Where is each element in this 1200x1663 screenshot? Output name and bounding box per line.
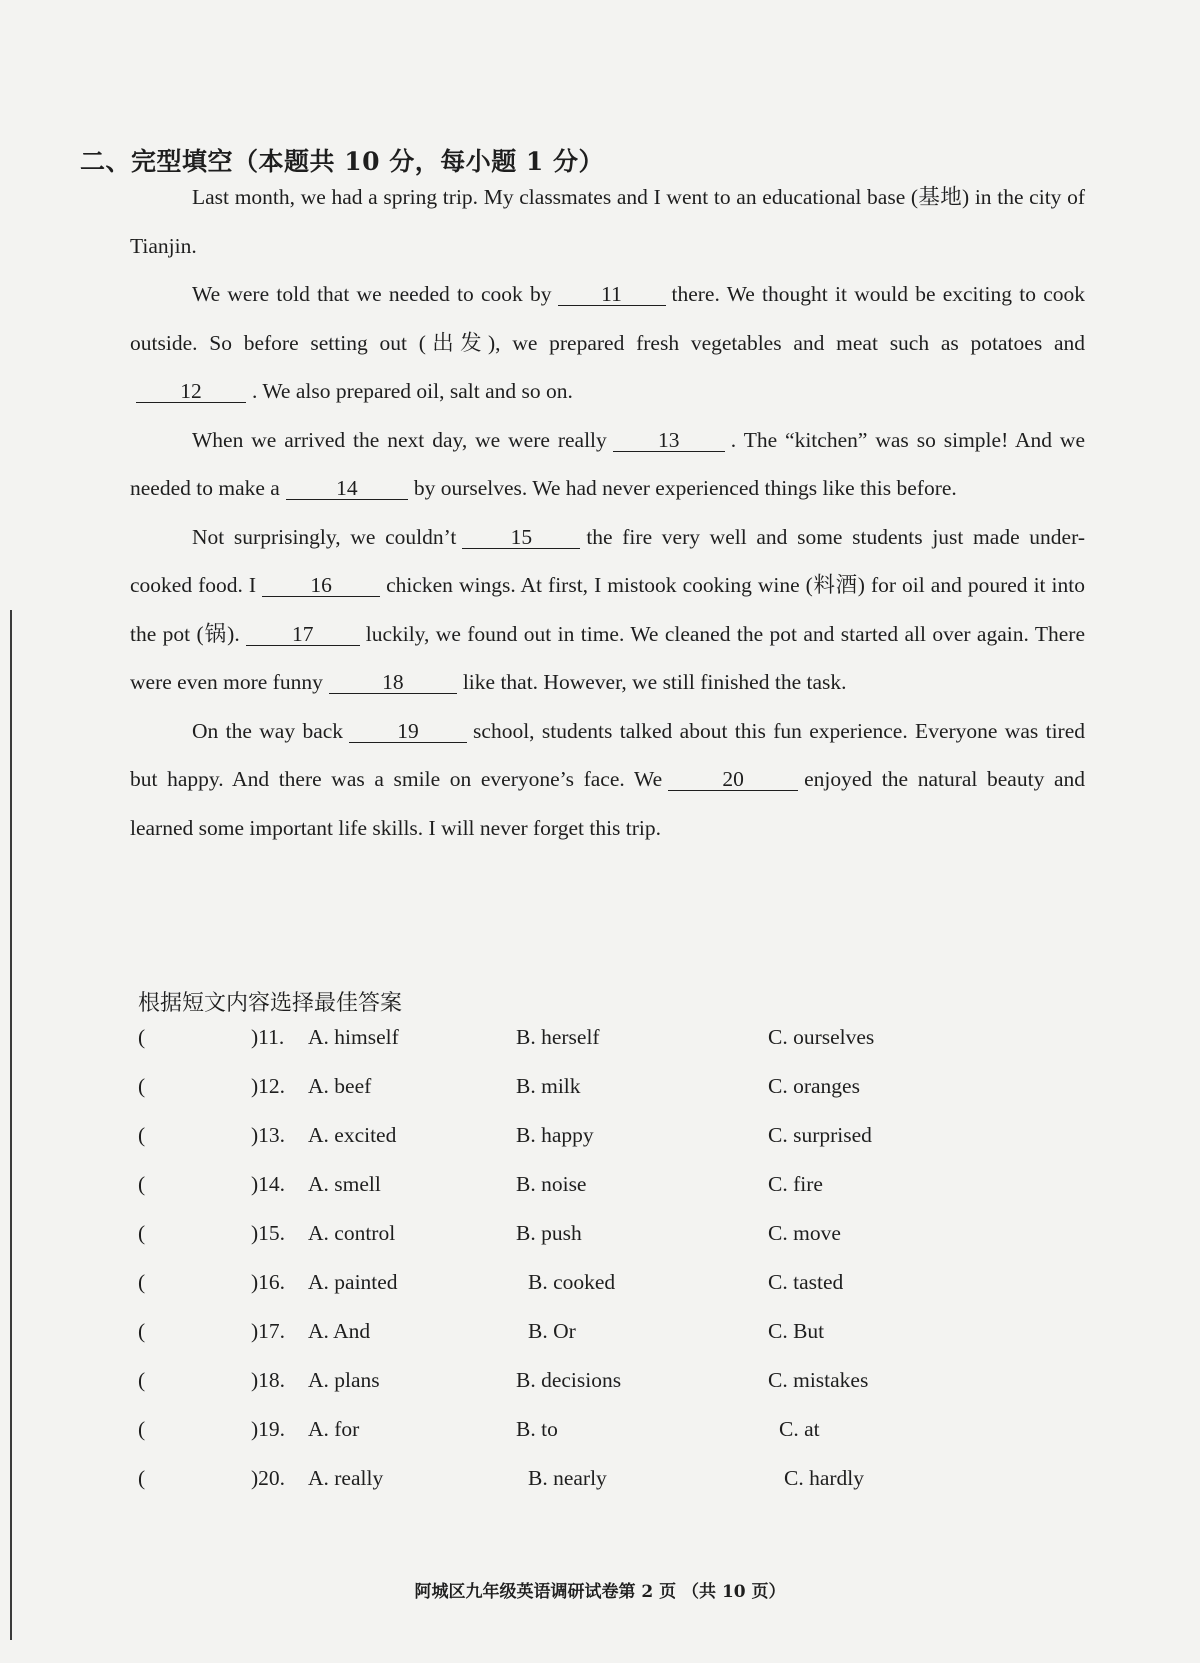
option-a: A. painted <box>308 1270 398 1294</box>
passage-text: school, students talked about this fun experience. Everyone was tired but happy. And there was a smile on everyone’s face. We <box>130 718 1085 791</box>
option-c: C. But <box>768 1319 825 1343</box>
option-b: B. milk <box>516 1074 581 1098</box>
passage-text: We were told that we needed to cook by <box>192 282 552 306</box>
option-b: B. push <box>516 1221 582 1245</box>
option-a: A. smell <box>308 1172 381 1196</box>
option-a: A. for <box>308 1417 360 1441</box>
question-number: )15. <box>251 1221 286 1245</box>
instruction-text: 根据短文内容选择最佳答案 <box>138 991 403 1016</box>
option-b: B. decisions <box>516 1368 622 1392</box>
paragraph-5 <box>130 707 1085 853</box>
question-number: )18. <box>251 1368 286 1392</box>
option-c: C. move <box>768 1221 841 1245</box>
question-number: )11. <box>251 1025 285 1049</box>
question-number: )12. <box>251 1074 286 1098</box>
passage-text: by ourselves. We had never experienced things like this before. <box>413 476 957 500</box>
cloze-passage <box>130 173 1085 852</box>
option-a: A. beef <box>308 1074 372 1098</box>
question-row <box>138 1270 1038 1319</box>
question-number: )13. <box>251 1123 286 1147</box>
answer-bracket[interactable]: ( <box>138 1270 146 1294</box>
question-number: )19. <box>251 1417 286 1441</box>
passage-text: . We also prepared oil, salt and so on. <box>252 379 573 403</box>
answer-bracket[interactable]: ( <box>138 1417 146 1441</box>
blank-13[interactable]: 13 <box>613 429 725 452</box>
passage-text: like that. However, we still finished the task. <box>462 670 847 694</box>
question-row <box>138 1123 1038 1172</box>
option-b: B. nearly <box>528 1466 607 1490</box>
question-row <box>138 1417 1038 1466</box>
question-row <box>138 1319 1038 1368</box>
question-number: )20. <box>251 1466 286 1490</box>
question-number: )17. <box>251 1319 286 1343</box>
passage-text: enjoyed the natural beauty and learned some important life skills. I will never forget this trip. <box>130 767 1085 840</box>
option-c: C. tasted <box>768 1270 844 1294</box>
option-b: B. Or <box>528 1319 576 1343</box>
answer-bracket[interactable]: ( <box>138 1123 146 1147</box>
passage-text: the fire very well and some students just made under-cooked food. I <box>130 524 1085 597</box>
passage-text: chicken wings. At first, I mistook cooking wine (料酒) for oil and poured it into the pot (锅). <box>130 573 1085 646</box>
option-c: C. hardly <box>784 1466 865 1490</box>
answer-bracket[interactable]: ( <box>138 1172 146 1196</box>
paragraph-4 <box>130 513 1085 707</box>
blank-12[interactable]: 12 <box>136 380 246 403</box>
blank-11[interactable]: 11 <box>558 283 666 306</box>
paragraph-3 <box>130 416 1085 513</box>
question-row <box>138 1025 1038 1074</box>
blank-14[interactable]: 14 <box>286 477 408 500</box>
question-row <box>138 1466 1038 1515</box>
answer-bracket[interactable]: ( <box>138 1221 146 1245</box>
option-c: C. fire <box>768 1172 823 1196</box>
question-row <box>138 1221 1038 1270</box>
answer-bracket[interactable]: ( <box>138 1466 146 1490</box>
question-row <box>138 1074 1038 1123</box>
option-a: A. himself <box>308 1025 399 1049</box>
question-list <box>138 1025 1038 1515</box>
passage-text: luckily, we found out in time. We cleaned the pot and started all over again. There were even more funny <box>130 621 1085 694</box>
answer-bracket[interactable]: ( <box>138 1025 146 1049</box>
answer-bracket[interactable]: ( <box>138 1319 146 1343</box>
option-c: C. surprised <box>768 1123 872 1147</box>
blank-18[interactable]: 18 <box>329 671 457 694</box>
option-a: A. And <box>308 1319 371 1343</box>
paragraph-2 <box>130 270 1085 416</box>
option-b: B. herself <box>516 1025 600 1049</box>
scan-edge-line <box>10 610 12 1640</box>
option-c: C. at <box>779 1417 820 1441</box>
section-heading: 二、完型填空（本题共 10 分，每小题 1 分） <box>80 147 605 176</box>
blank-17[interactable]: 17 <box>246 623 360 646</box>
option-b: B. to <box>516 1417 558 1441</box>
blank-16[interactable]: 16 <box>262 574 380 597</box>
option-a: A. control <box>308 1221 396 1245</box>
option-b: B. happy <box>516 1123 594 1147</box>
question-number: )14. <box>251 1172 286 1196</box>
answer-bracket[interactable]: ( <box>138 1074 146 1098</box>
option-c: C. mistakes <box>768 1368 869 1392</box>
passage-text: On the way back <box>192 718 344 743</box>
passage-text: . The “kitchen” was so simple! And we needed to make a <box>130 427 1085 500</box>
question-number: )16. <box>251 1270 286 1294</box>
blank-19[interactable]: 19 <box>349 720 467 743</box>
option-b: B. cooked <box>528 1270 616 1294</box>
option-a: A. plans <box>308 1368 380 1392</box>
passage-text: there. We thought it would be exciting to cook outside. So before setting out (出发), we prepared fresh vegetables and meat such as potatoes and <box>130 282 1085 355</box>
option-a: A. excited <box>308 1123 397 1147</box>
blank-20[interactable]: 20 <box>668 768 798 791</box>
passage-text: When we arrived the next day, we were really <box>192 427 607 452</box>
question-row <box>138 1368 1038 1417</box>
option-c: C. oranges <box>768 1074 860 1098</box>
page-footer: 阿城区九年级英语调研试卷第 2 页 （共 10 页） <box>414 1582 786 1602</box>
option-a: A. really <box>308 1466 384 1490</box>
blank-15[interactable]: 15 <box>462 526 580 549</box>
question-row <box>138 1172 1038 1221</box>
option-c: C. ourselves <box>768 1025 875 1049</box>
paragraph-1: Last month, we had a spring trip. My classmates and I went to an educational base (基地) in the city of Tianjin. <box>130 185 1085 258</box>
option-b: B. noise <box>516 1172 587 1196</box>
answer-bracket[interactable]: ( <box>138 1368 146 1392</box>
passage-text: Not surprisingly, we couldn’t <box>192 524 457 549</box>
